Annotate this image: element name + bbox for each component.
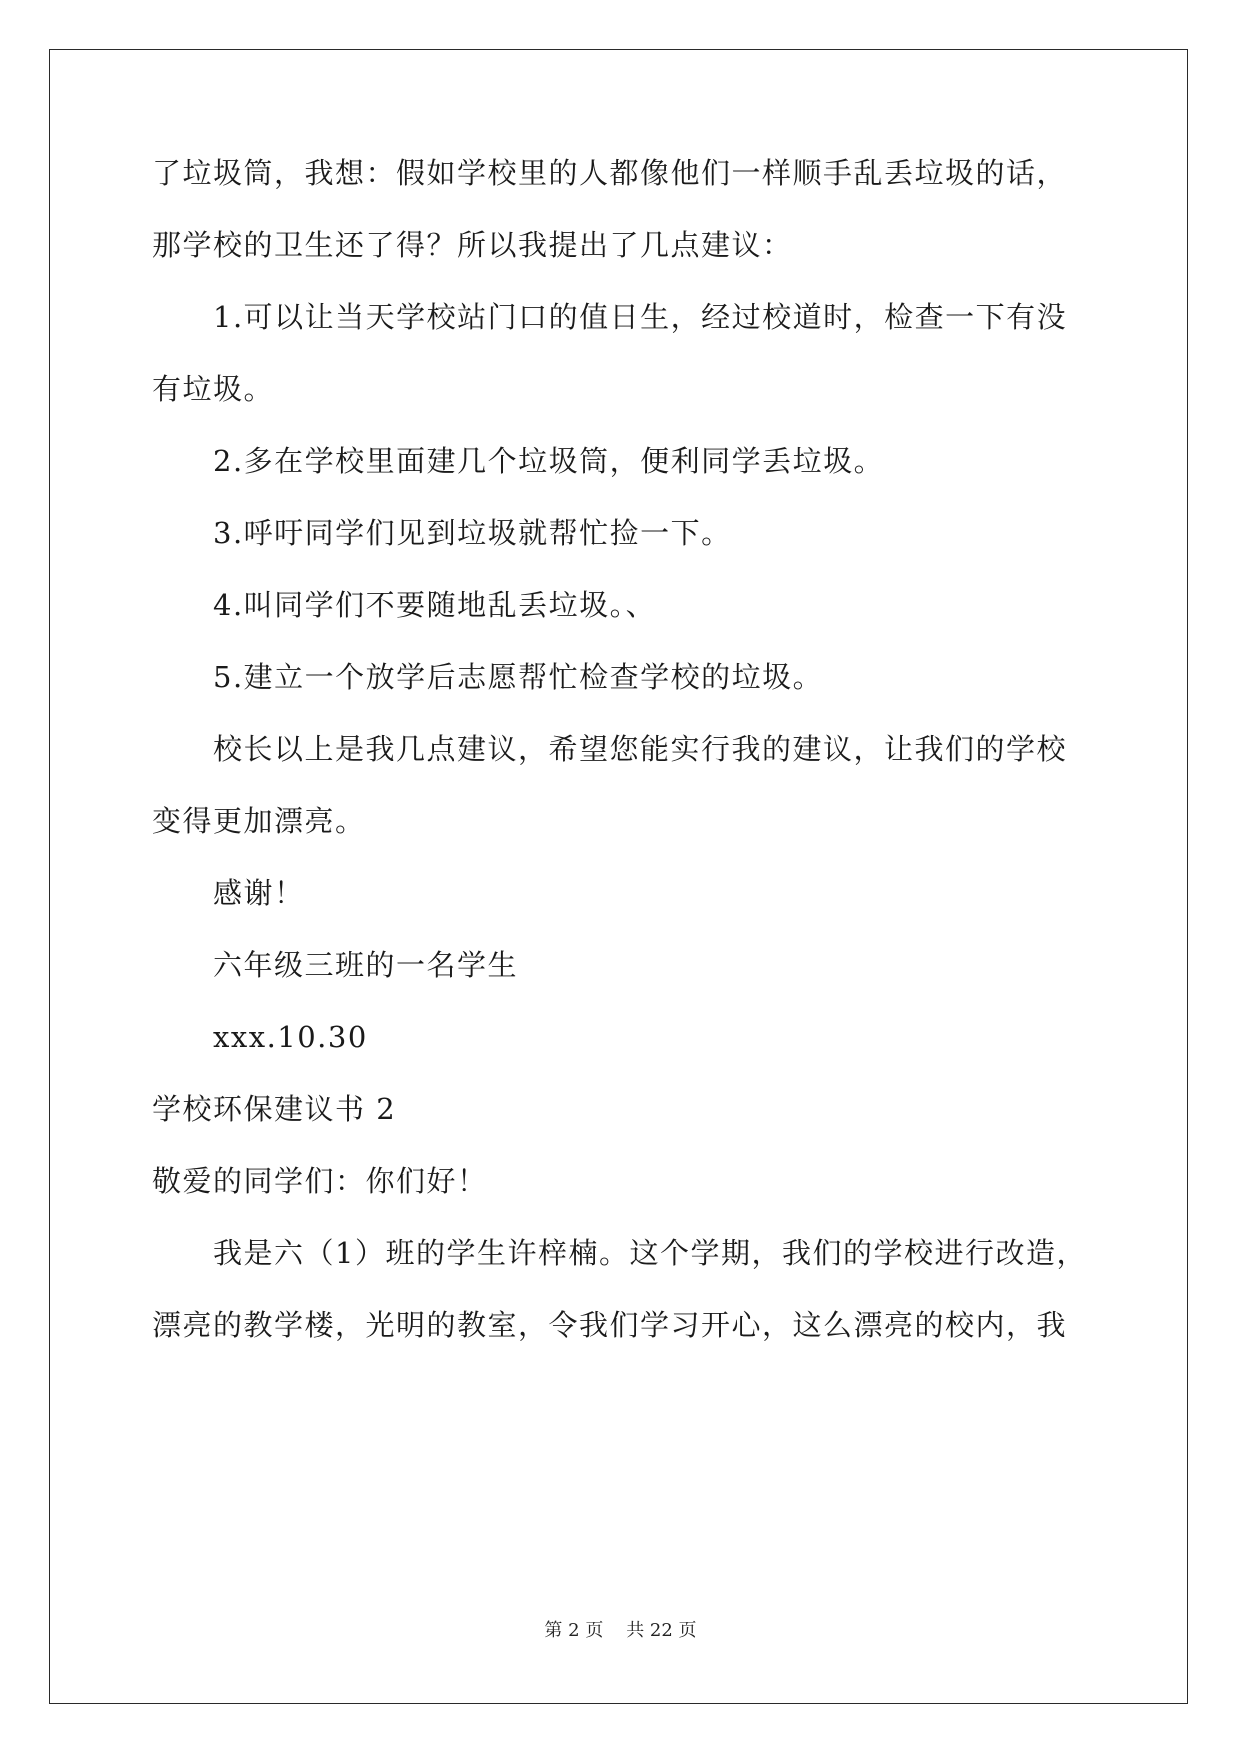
paragraph-line: 那学校的卫生还了得？所以我提出了几点建议： (152, 228, 793, 262)
paragraph-line: 漂亮的教学楼，光明的教室，令我们学习开心，这么漂亮的校内，我 (152, 1308, 1068, 1342)
page-footer (0, 1619, 1241, 1643)
signature-line: 六年级三班的一名学生 (213, 948, 519, 982)
section-title: 学校环保建议书 2 (152, 1092, 397, 1126)
suggestion-2-line: 2.多在学校里面建几个垃圾筒，便利同学丢垃圾。 (213, 444, 885, 478)
greeting-line: 敬爱的同学们：你们好！ (152, 1164, 488, 1198)
closing-paragraph-line: 校长以上是我几点建议，希望您能实行我的建议，让我们的学校 (213, 732, 1068, 766)
paragraph-line: 有垃圾。 (152, 372, 275, 406)
suggestion-1-line: 1.可以让当天学校站门口的值日生，经过校道时，检查一下有没 (213, 300, 1068, 334)
suggestion-4-line: 4.叫同学们不要随地乱丢垃圾。、 (213, 588, 657, 622)
thanks-line: 感谢！ (213, 876, 305, 910)
date-line: xxx.10.30 (213, 1020, 368, 1054)
suggestion-5-line: 5.建立一个放学后志愿帮忙检查学校的垃圾。 (213, 660, 824, 694)
paragraph-line: 变得更加漂亮。 (152, 804, 366, 838)
paragraph-line: 我是六（1）班的学生许梓楠。这个学期，我们的学校进行改造， (213, 1236, 1087, 1270)
page-number: 第 2 页 共 22 页 (544, 1620, 697, 1641)
paragraph-line: 了垃圾筒，我想：假如学校里的人都像他们一样顺手乱丢垃圾的话， (152, 156, 1068, 190)
suggestion-3-line: 3.呼吁同学们见到垃圾就帮忙捡一下。 (213, 516, 732, 550)
